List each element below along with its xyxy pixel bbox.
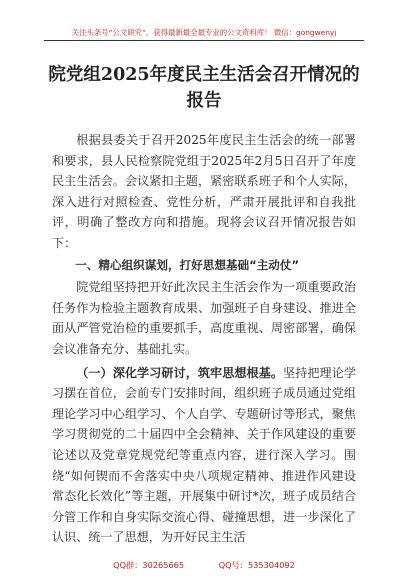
header-rule [44, 40, 364, 41]
document-body [52, 130, 356, 548]
title-line-1: 院党组2025年度民主生活会召开情况的 [48, 65, 360, 85]
page-footer [0, 560, 408, 571]
paragraph-intro: 根据县委关于召开2025年度民主生活会的统一部署和要求，县人民检察院党组于2025年2月5日召开了年度民主生活会。会议紧扣主题，紧密联系班子和个人实际，深入进行对照检查、党性分析，严肃开展批评和自我批评，明确了整改方向和措施。现将会议召开情况报告如下： [52, 133, 356, 250]
page-header [0, 0, 408, 42]
subsection-1-label: （一）深化学习研讨，筑牢思想根基。 [76, 365, 284, 380]
footer-qq-number: QQ号：535304092 [218, 560, 295, 570]
subsection-1-text: 坚持把理论学习摆在首位，会前专门安排时间，组织班子成员通过党组理论学习中心组学习、个人自学、专题研讨等形式，聚焦学习贯彻党的二十届四中全会精神、关于作风建设的重要论述以及党章党规党纪等重点内容，进行深入学习。围绕“如何锲而不舍落实中央八项规定精神、推进作风建设常态化长效化”等主题，开展集中研讨*次，班子成员结合分管工作和自身实际交流心得、碰撞思想，进一步深化了认识、统一了思想，为开好民主生活 [52, 365, 356, 545]
header-promo-text: 关注头条号“公文研究”，获得最新最全最专业的公文资料库！ 微信：gongwenyj [71, 28, 337, 37]
section-heading-1: 一、精心组织谋划，打好思想基础“主动仗” [75, 257, 300, 272]
document-title [40, 62, 368, 114]
footer-qq-group: QQ群：30265665 [113, 560, 185, 570]
title-line-2: 报告 [186, 91, 222, 111]
paragraph-section-1: 院党组坚持把开好此次民主生活会作为一项重要政治任务作为检验主题教育成果、加强班子自身建设、推进全面从严管党治检的重要抓手，高度重视、周密部署，确保会议准备充分、基础扎实。 [52, 280, 356, 356]
paragraph-subsection-1 [52, 363, 356, 548]
